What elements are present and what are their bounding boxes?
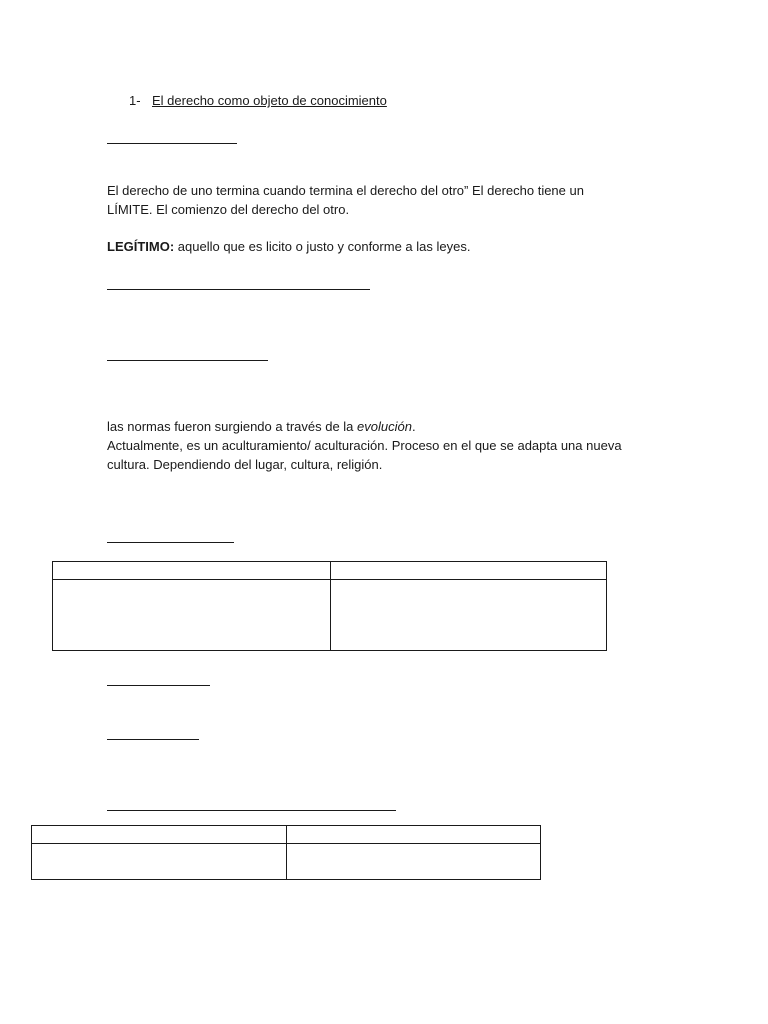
text-run: las normas fueron surgiendo a través de la bbox=[107, 419, 358, 434]
table-header-row bbox=[53, 562, 607, 580]
heading-title: El derecho como objeto de conocimiento bbox=[152, 93, 387, 108]
blank-line bbox=[107, 739, 199, 740]
empty-table bbox=[52, 561, 607, 651]
table-cell bbox=[32, 826, 287, 844]
paragraph-normas bbox=[107, 417, 707, 474]
definition-term: LEGÍTIMO: bbox=[107, 239, 175, 254]
text-run: . bbox=[411, 419, 416, 434]
emphasis-text: evolución bbox=[357, 419, 412, 434]
paragraph-line: El derecho de uno termina cuando termina el derecho del otro” El derecho tiene un bbox=[107, 183, 584, 198]
paragraph-line bbox=[107, 417, 707, 436]
paragraph-legitimo bbox=[107, 237, 687, 256]
paragraph-line: cultura. Dependiendo del lugar, cultura, religión. bbox=[107, 457, 383, 472]
table-header-row bbox=[32, 826, 541, 844]
table-cell bbox=[331, 562, 607, 580]
table-cell bbox=[32, 844, 287, 880]
paragraph-derecho-limite bbox=[107, 181, 687, 219]
blank-line bbox=[107, 685, 210, 686]
table-cell bbox=[53, 580, 331, 651]
blank-line bbox=[107, 360, 268, 361]
table-cell bbox=[287, 844, 541, 880]
table-cell bbox=[53, 562, 331, 580]
blank-line bbox=[107, 810, 396, 811]
table-row bbox=[53, 580, 607, 651]
paragraph-line: Actualmente, es un aculturamiento/ aculturación. Proceso en el que se adapta una nueva bbox=[107, 438, 622, 453]
blank-line bbox=[107, 542, 234, 543]
table-cell bbox=[331, 580, 607, 651]
paragraph-line: LÍMITE. El comienzo del derecho del otro. bbox=[107, 202, 350, 217]
empty-table bbox=[31, 825, 541, 880]
table-row bbox=[32, 844, 541, 880]
table-cell bbox=[287, 826, 541, 844]
heading-number: 1- bbox=[129, 93, 141, 108]
definition-text: aquello que es licito o justo y conforme a las leyes. bbox=[174, 239, 471, 254]
blank-line bbox=[107, 143, 237, 144]
blank-line bbox=[107, 289, 370, 290]
